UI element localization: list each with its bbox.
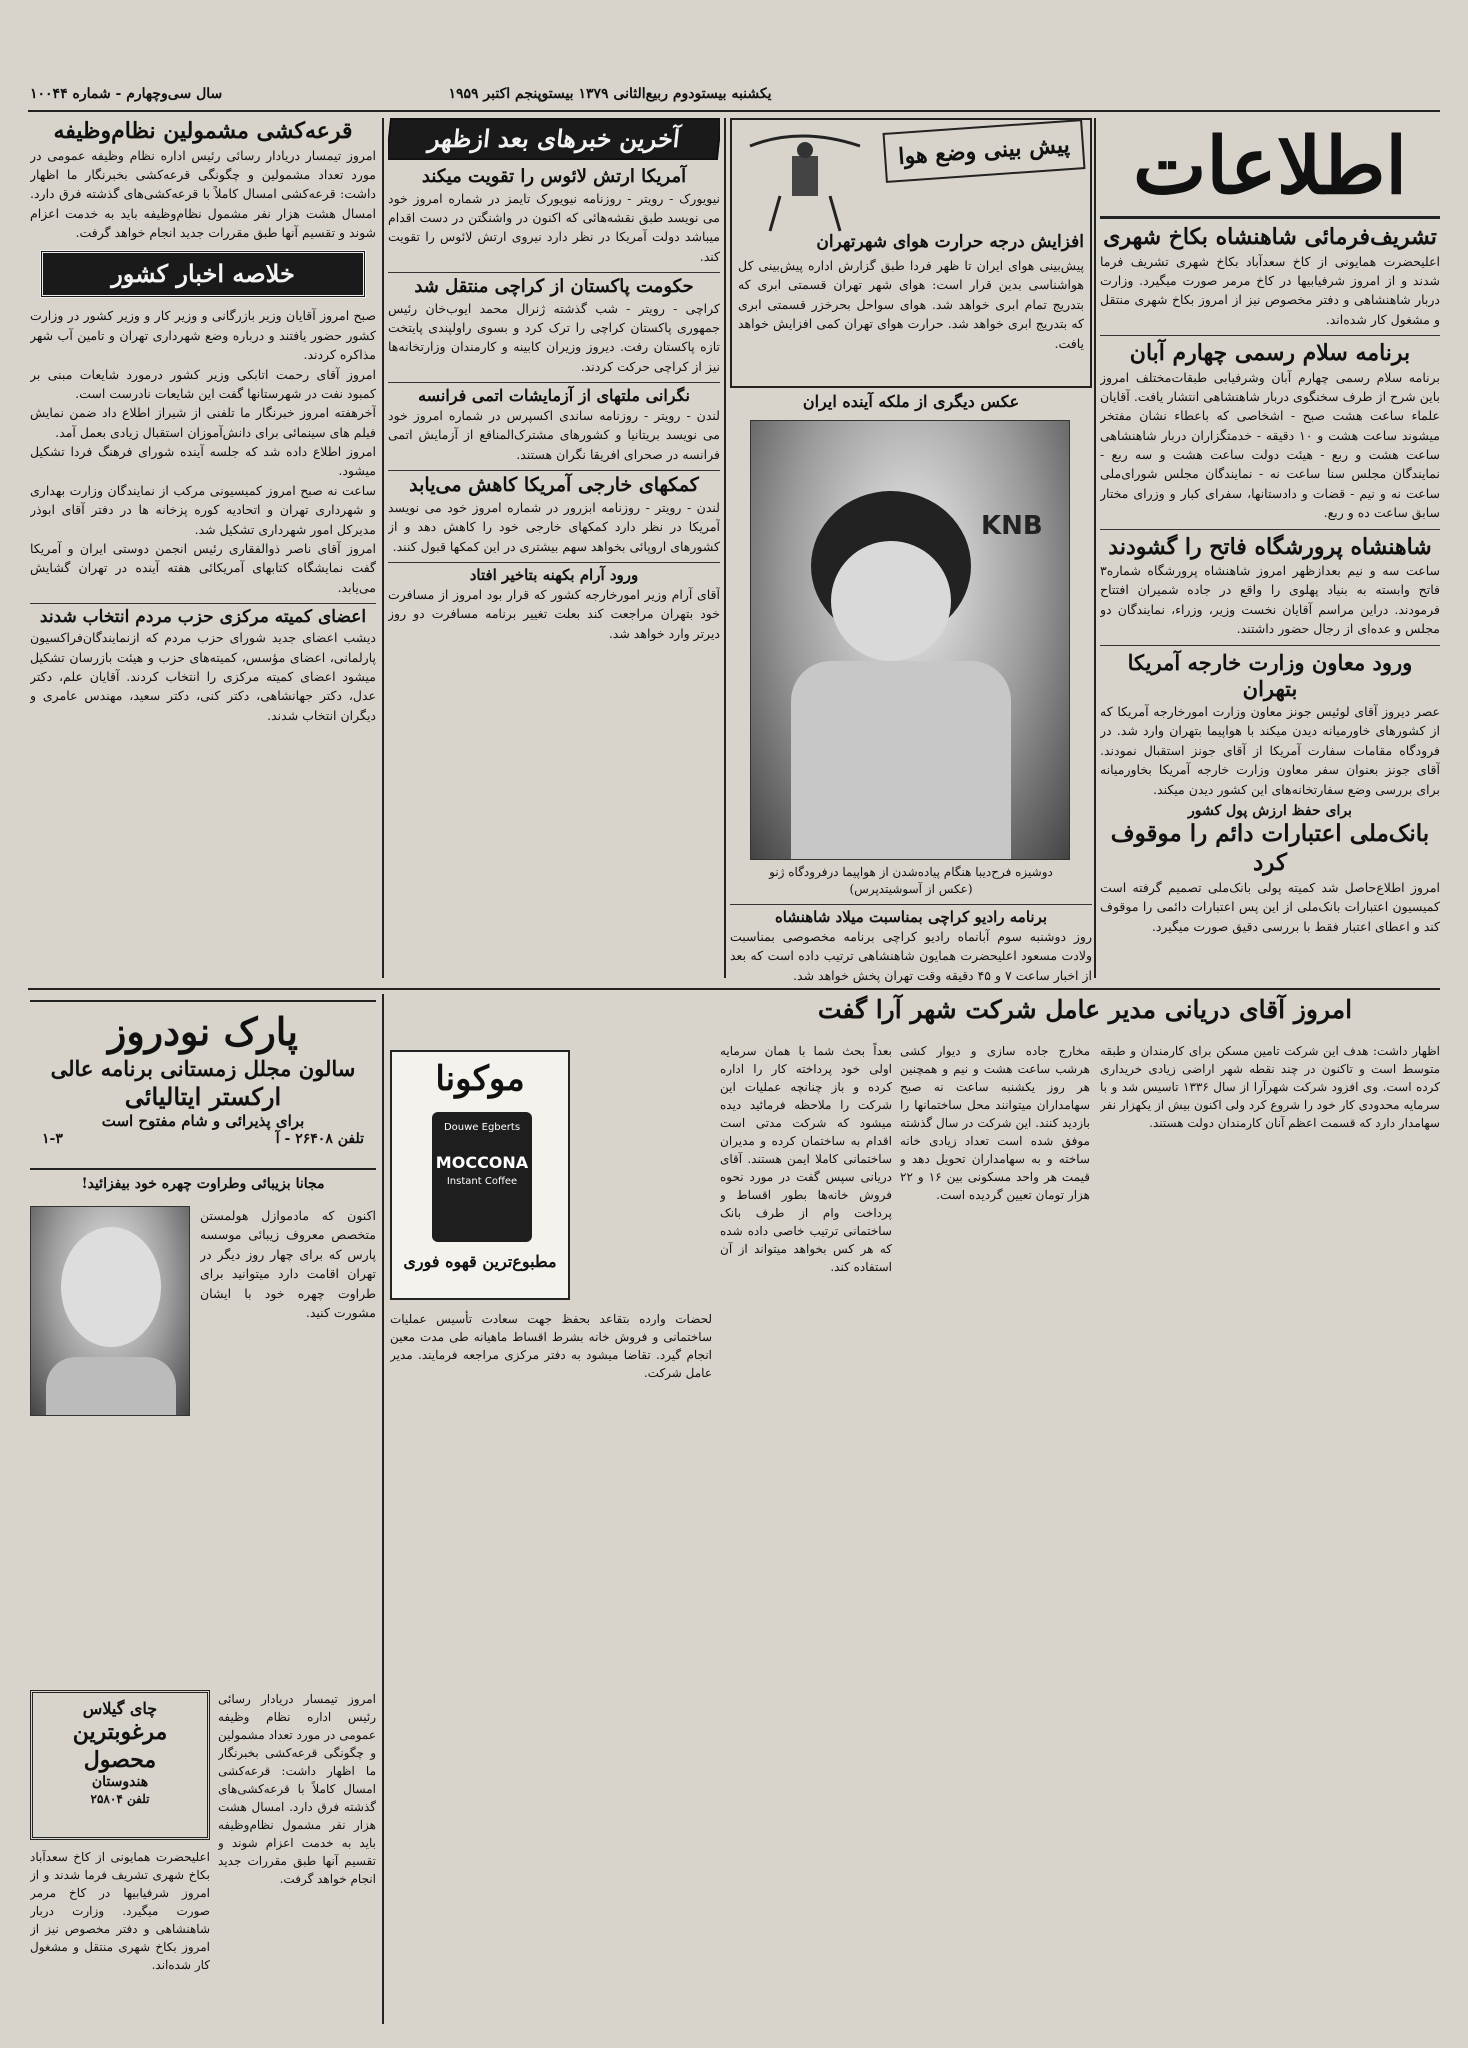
weather-banner: پیش بینی وضع هوا	[882, 119, 1085, 183]
article-orphanage: ساعت سه و نیم بعدازظهر امروز شاهنشاه پرورشگاه شماره۳ فاتح وابسته به بنیاد پهلوی را واقع در جاده شمیران افتتاح فرمودند. دراین مراسم آقایان نخست وزیر، وزراء، نمایندگان دو مجلس و عده‌ای از رجال حضور داشتند.	[1100, 563, 1440, 637]
photo-caption-credit: (عکس از آسوشیتدپرس)	[849, 881, 973, 896]
left-column	[30, 118, 376, 988]
article-radio: روز دوشنبه سوم آبانماه رادیو کراچی برنامه مخصوصی بمناسبت ولادت مسعود اعلیحضرت همایون شاهنشاهی ترتیب داده است که بعد از اخبار ساعت ۷ و ۴۵ دقیقه وقت تهران پخش خواهد شد.	[730, 928, 1092, 983]
digest-item: امروز اطلاع داده شد که جلسه آینده شورای فرهنگ فردا تشکیل میشود.	[30, 444, 376, 479]
paper-name: اطلاعات	[1132, 120, 1408, 212]
article-royal-return: اعلیحضرت همایونی از کاخ سعدآباد بکاخ شهری تشریف فرما شدند و از امروز شرفیابیها در کاخ مرمر صورت میگیرد. وزارت دربار شاهنشاهی و دفتر مخصوص نیز از امروز بکاخ شهری منتقل و مشغول کار شده‌اند.	[1100, 253, 1440, 327]
park-line3: برای پذیرائی و شام مفتوح است	[101, 1111, 305, 1130]
article-salute: برنامه سلام رسمی چهارم آبان وشرفیابی طبقات‌مختلف امروز باین شرح از طرف سخنگوی دربار شاهنشاهی انتشار یافت. آقایان علماء ساعت هشت صبح - اشخاصی که باعطاء نشان مفتخر میشوند ساعت هشت و ۱۰ دقیقه - خدمتگزاران دربار شاهنشاهی ساعت هشت و ربع - هیئت دولت ساعت هشت و سه ربع - نمایندگان مجلس سنا ساعت نه - نمایندگان مجلس شورای‌ملی ساعت نه و نیم - قضات و دادستانها، سفرای کبار و وزرای مختار سابق ساعت ده و ربع.	[1100, 369, 1440, 521]
park-ad	[30, 1000, 376, 1170]
portrait-image	[30, 1206, 190, 1416]
digest-item: امروز آقای ناصر ذوالفقاری رئیس انجمن دوستی ایران و آمریکا گفت نمایشگاه کتابهای آمریکائی هفته آینده در تهران گشایش می‌یابد.	[30, 540, 376, 595]
weather-box	[730, 118, 1092, 388]
park-phone: تلفن ۲۶۴۰۸ - آ	[275, 1130, 364, 1147]
article-laos: نیویورک - رویتر - روزنامه نیویورک تایمز در شماره امروز خود می نویسد طبق نقشه‌هائی که اکنون در واشنگتن در دست اقدام میباشد دولت آمریکا در نظر دارد نیروی ارتش لائوس را تقویت کند.	[388, 190, 720, 264]
headline-lottery: قرعه‌کشی مشمولین نظام‌وظیفه	[53, 118, 353, 144]
article-party: دیشب اعضای جدید شورای حزب مردم که ازنمایندگان‌فراکسیون پارلمانی، اعضای مؤسس، کمیته‌های حزب و هیئت بازرسان تشکیل میشود اعضای کمیته مرکزی را انتخاب کردند. آقایان علم، دکتر عدل، دکتر جهانشاهی، دکتر کنی، دکتر سعید، مهندس عامری و دیگران انتخاب شدند.	[30, 630, 376, 723]
right-column	[1100, 222, 1440, 1122]
photo-header: عکس دیگری از ملکه آینده ایران	[802, 392, 1020, 411]
digest-item: ساعت نه صبح امروز کمیسیونی مرکب از نمایندگان وزارت بهداری و شهرداری تهران و اتحادیه کوره پزخانه ها در دفتر آقای ابوذر مدیرکل امور شهرداری تشکیل شد.	[30, 482, 376, 537]
article-shahrara-col3: بعداً بحث شما با همان سرمایه اولی خود پرداخته کار را اداره کرده و باز چنانچه عملیات این شرکت را ملاحظه فرمائید دیده میشود که شرکت مدتی است اقدام به ساختمان کرده و مدیران ساختمانی کاملا ایمن هستند. آقای دریانی سپس گفت در مورد نحوه فروش خانه‌ها بطور اقساط و پرداخت وام از طرف بانک ساختمانی ترتیب خاصی داده شده که هر کس بخواهد میتواند از آن استفاده کند.	[720, 1044, 892, 1274]
digest-item: آخرهفته امروز خبرنگار ما تلفنی از شیراز اطلاع داد ضمن نمایش فیلم های سینمائی برای دانش‌آموزان استقبال زیادی بعمل آمد.	[30, 405, 376, 440]
side-notice: امروز تیمسار دریادار رسائی رئیس اداره نظام وظیفه عمومی در مورد تعداد مشمولین و چگونگی قرعه‌کشی بخبرنگار ما اظهار داشت: قرعه‌کشی امسال کاملاً با قرعه‌کشی‌های گذشته فرق دارد. امسال هشت هزار نفر مشمول نظام‌وظیفه باید به خدمت اعزام شوند و تقسیم آنها طبق مقررات جدید انجام خواهد گرفت.	[218, 1692, 376, 1886]
headline-orphanage: شاهنشاه پرورشگاه فاتح را گشودند	[1100, 529, 1440, 562]
article-aram: آقای آرام وزیر امورخارجه کشور که قرار بود امروز از مسافرت خود بتهران مراجعت کند بعلت تغییر برنامه مسافرت دو روز دیرتر وارد خواهد شد.	[388, 586, 720, 641]
headline-party: اعضای کمیته مرکزی حزب مردم انتخاب شدند	[30, 603, 376, 628]
article-shahrara-col2: مخارج جاده سازی و دیوار کشی هرشب ساعت هشت و نیم و همچنین هر روز یکشنبه ساعت نه صبح سهامداران میتوانند محل ساختمانها را بازدید کنند. این شرکت در سال گذشته موفق شده است تعداد زیادی خانه ساخته و به سهامداران تحویل دهد و قیمت هر واحد مسکونی بین ۱۶ و ۲۲ هزار تومان تعیین گردیده است.	[900, 1044, 1090, 1202]
beauty-ad	[30, 1176, 376, 1676]
article-us-deputy: عصر دیروز آقای لوئیس جونز معاون وزارت امورخارجه آمریکا که از کشورهای خاورمیانه دیدن میکند با هواپیما بتهران وارد شد. در فرودگاه مقامات سفارت آمریکا از آقای جونز استقبال نمودند. آقای جونز بعنوان سفر معاون وزارت خارجه آمریکا بخاورمیانه برای بررسی وضع سفارتخانه‌های این کشور دیدن میکند.	[1100, 704, 1440, 797]
weather-illustration	[740, 126, 870, 236]
mocona-tag: Instant Coffee	[446, 1176, 518, 1187]
headline-weather: افزایش درجه حرارت هوای شهرتهران	[816, 232, 1084, 252]
digest-banner: خلاصه اخبار کشور	[40, 250, 366, 298]
park-line1: سالون مجلل زمستانی برنامه عالی	[50, 1055, 356, 1081]
coffee-jar-icon	[432, 1112, 532, 1242]
mocona-ad	[390, 1050, 570, 1300]
park-title: پارک نودروز	[108, 1009, 298, 1054]
headline-shahrara: امروز آقای دریانی مدیر عامل شرکت شهر آرا گفت	[817, 995, 1353, 1024]
article-shahrara-col4: لحضات وارده بتقاعد بحفظ جهت سعادت تأسیس عملیات ساختمانی و فروش خانه بشرط اقساط ماهیانه طی مدت معین انجام گیرد. تقاضا میشود به دفتر مرکزی مراجعه فرمایند. مدیر عامل شرکت.	[390, 1312, 712, 1380]
top-rule	[28, 110, 1440, 112]
photo-caption-text: دوشیزه فرح‌دیبا هنگام پیاده‌شدن از هواپیما درفرودگاه ژنو	[769, 865, 1053, 879]
tea-line2: مرغوبترین	[72, 1719, 168, 1745]
headline-bank-melli: بانک‌ملی اعتبارات دائم را موقوف کرد	[1110, 820, 1430, 877]
mocona-brand-en: MOCCONA	[435, 1153, 529, 1172]
article-atomic: لندن - رویتر - روزنامه ساندی اکسپرس در شماره امروز خود می نویسد بریتانیا و کشورهای مشترک‌المنافع از آزمایش اتمی فرانسه در صحرای افریقا نگران هستند.	[388, 408, 720, 462]
article-pakistan: کراچی - رویتر - شب گذشته ژنرال محمد ایوب‌خان رئیس جمهوری پاکستان کراچی را ترک کرد و بسوی راولپندی پایتخت تازه پاکستان رفت. دیروز وزیران کابینه و کارمندان وزارتخانه‌ها نیز از کراچی حرکت کردند.	[388, 300, 720, 374]
headline-salute: برنامه سلام رسمی چهارم آبان	[1100, 335, 1440, 368]
park-code: ۱-۳	[42, 1130, 63, 1147]
digest-item: صبح امروز آقایان وزیر بازرگانی و وزیر کار و وزیر کشور در وزارت کشور حضور یافتند و درباره وضع شهرداری تهران و تامین آب شهر مذاکره کردند.	[30, 308, 376, 363]
headline-us-aid: کمکهای خارجی آمریکا کاهش می‌یابد	[388, 470, 720, 498]
bottom-notice: اعلیحضرت همایونی از کاخ سعدآباد بکاخ شهری تشریف فرما شدند و از امروز شرفیابیها در کاخ مرمر صورت میگیرد. وزارت دربار شاهنشاهی و دفتر مخصوص نیز از امروز بکاخ شهری منتقل و مشغول کار شده‌اند.	[30, 1850, 210, 1972]
headline-us-deputy: ورود معاون وزارت خارجه آمریکا بتهران	[1100, 645, 1440, 703]
mocona-maker: Douwe Egberts	[443, 1122, 521, 1133]
subhead-currency: برای حفظ ارزش پول کشور	[1188, 802, 1352, 819]
beauty-title: مجانا بزیبائی وطراوت چهره خود بیفزائید!	[81, 1176, 325, 1192]
article-lottery: امروز تیمسار دریادار رسائی رئیس اداره نظام وظیفه عمومی در مورد تعداد مشمولین و چگونگی قرعه‌کشی بخبرنگار ما اظهار داشت: قرعه‌کشی امسال کاملاً با قرعه‌کشی‌های گذشته فرق دارد. امسال هشت هزار نفر مشمول نظام‌وظیفه باید به خدمت اعزام شوند و تقسیم آنها طبق مقررات جدید انجام خواهد گرفت.	[30, 147, 376, 240]
lastnews-column	[388, 118, 720, 978]
tea-phone: تلفن ۲۵۸۰۴	[90, 1791, 150, 1806]
park-line2: ارکستر ایتالیائی	[124, 1081, 282, 1111]
headline-laos: آمریکا ارتش لائوس را تقویت میکند	[421, 166, 687, 187]
article-shahrara-col1: اظهار داشت: هدف این شرکت تامین مسکن برای کارمندان و طبقه متوسط است و تاکنون در چند نقطه شهر اراضی زیادی خریداری کرده است. وی افزود شرکت شهرآرا از سال ۱۳۳۶ تاسیس شد و با سرمایه محدودی کار خود را شروع کرد ولی اکنون بیش از یکهزار نفر سهامدار دارد که قسمت اعظم آنان کارمندان دولت هستند.	[1100, 1044, 1440, 1130]
issue-number: سال سی‌وچهارم - شماره ۱۰۰۴۴	[30, 86, 223, 102]
mocona-slogan: مطبوع‌ترین قهوه فوری	[403, 1252, 557, 1271]
article-weather: پیش‌بینی هوای ایران تا ظهر فردا طبق گزارش اداره پیش‌بینی کل هواشناسی بدین قرار است: هوای شهر تهران قسمتی ابری که بتدریج تمام ابری خواهد شد. هوای سواحل بحرخزر قسمتی ابری که بتدریج ابری خواهد شد. حرارت هوای تهران کمی افزایش خواهد یافت.	[738, 258, 1084, 351]
article-bank-melli: امروز اطلاع‌حاصل شد کمیته پولی بانک‌ملی تصمیم گرفته است کمیسیون اعتبارات بانک‌ملی از این پس اعتبارات دائمی را موقوف کند و اعطای اعتبار فقط با بررسی دقیق صورت میگیرد.	[1100, 879, 1440, 934]
masthead-logo	[1100, 118, 1440, 214]
tea-line3: محصول	[83, 1746, 157, 1773]
headline-pakistan: حکومت پاکستان از کراچی منتقل شد	[388, 272, 720, 299]
photo-farah-diba: KNB	[750, 420, 1070, 860]
tea-line1: چای گیلاس	[82, 1699, 158, 1718]
headline-aram: ورود آرام بکهنه بتاخیر افتاد	[388, 562, 720, 585]
headline-radio: برنامه رادیو کراچی بمناسبت میلاد شاهنشاه	[774, 908, 1048, 926]
date-line: یکشنبه بیستودوم ربیع‌الثانی ۱۳۷۹ بیستوپنجم اکتبر ۱۹۵۹	[448, 86, 772, 102]
mocona-brand-fa: موکونا	[435, 1059, 525, 1099]
digest-item: امروز آقای رحمت اتابکی وزیر کشور درمورد شایعات مبنی بر کمبود نفت در شهرستانها گفت این شایعات نادرست است.	[30, 366, 376, 401]
photo-caption	[730, 864, 1092, 900]
headline-atomic: نگرانی ملتهای از آزمایشات اتمی فرانسه	[388, 382, 720, 406]
beauty-body: اکنون که مادموازل هولمستن متخصص معروف زیبائی موسسه پارس که برای چهار روز دیگر در تهران اقامت دارد میتوانید برای طراوت چهره خود با ایشان مشورت کنید.	[200, 1208, 376, 1320]
headline-royal-return: تشریف‌فرمائی شاهنشاه بکاخ شهری	[1103, 224, 1437, 250]
radio-box	[730, 904, 1092, 984]
tea-line4: هندوستان	[91, 1774, 149, 1790]
lastnews-banner: آخرین خبرهای بعد ازظهر	[388, 118, 720, 160]
article-us-aid: لندن - رویتر - روزنامه ابزرور در شماره امروز خود می نویسد آمریکا در نظر دارد کمکهای خارجی خود را کاهش دهد و از کشورهای اروپائی بخواهد سهم بیشتری در این کمکها قبول کنند.	[388, 499, 720, 554]
tea-ad	[30, 1690, 210, 1840]
